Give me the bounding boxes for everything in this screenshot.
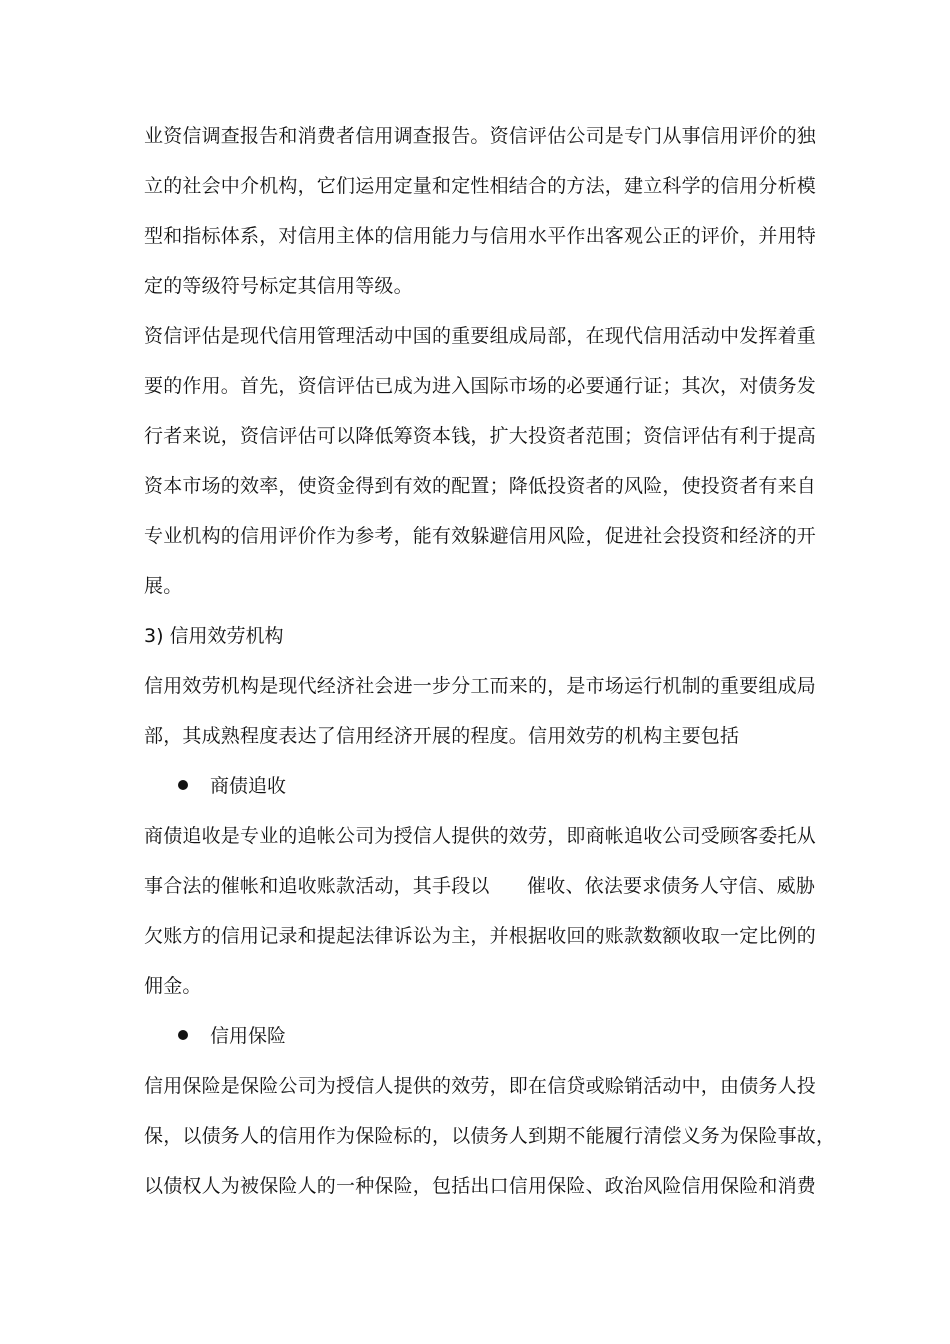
text-line: 保，以债务人的信用作为保险标的，以债务人到期不能履行清偿义务为保险事故， <box>144 1125 836 1147</box>
text-line: 立的社会中介机构，它们运用定量和定性相结合的方法，建立科学的信用分析模 <box>144 175 817 197</box>
bullet-icon <box>178 1030 188 1040</box>
bullet-label: 信用保险 <box>210 1025 287 1047</box>
paragraph-credit-service-agencies <box>144 661 817 761</box>
text-line: 商债追收是专业的追帐公司为授信人提供的效劳，即商帐追收公司受顾客委托从 <box>144 825 817 847</box>
paragraph-credit-agencies <box>144 111 817 311</box>
paragraph-credit-insurance <box>144 1061 836 1211</box>
bullet-label: 商债追收 <box>210 775 287 797</box>
text-line: 欠账方的信用记录和提起法律诉讼为主，并根据收回的账款数额收取一定比例的 <box>144 925 817 947</box>
text-line: 信用保险是保险公司为授信人提供的效劳，即在信贷或赊销活动中，由债务人投 <box>144 1075 817 1097</box>
text-line: 事合法的催帐和追收账款活动，其手段以 催收、依法要求债务人守信、威胁 <box>144 875 816 897</box>
text-line: 业资信调查报告和消费者信用调查报告。资信评估公司是专门从事信用评价的独 <box>144 125 817 147</box>
bullet-icon <box>178 780 188 790</box>
bullet-item-credit-insurance <box>144 1011 812 1061</box>
text-line: 定的等级符号标定其信用等级。 <box>144 275 413 297</box>
text-line: 资本市场的效率，使资金得到有效的配置；降低投资者的风险，使投资者有来自 <box>144 475 817 497</box>
text-line: 资信评估是现代信用管理活动中国的重要组成局部，在现代信用活动中发挥着重 <box>144 325 817 347</box>
text-line: 以债权人为被保险人的一种保险，包括出口信用保险、政治风险信用保险和消费 <box>144 1175 817 1197</box>
section-heading: 3) 信用效劳机构 <box>144 625 284 647</box>
text-line: 型和指标体系，对信用主体的信用能力与信用水平作出客观公正的评价，并用特 <box>144 225 817 247</box>
document-page <box>144 111 836 1211</box>
text-line: 佣金。 <box>144 975 202 997</box>
paragraph-credit-rating-role <box>144 311 817 611</box>
paragraph-debt-collection <box>144 811 817 1011</box>
text-line: 行者来说，资信评估可以降低筹资本钱，扩大投资者范围；资信评估有利于提高 <box>144 425 817 447</box>
text-line: 展。 <box>144 575 183 597</box>
text-line: 专业机构的信用评价作为参考，能有效躲避信用风险，促进社会投资和经济的开 <box>144 525 817 547</box>
bullet-item-debt-collection <box>144 761 812 811</box>
text-line: 信用效劳机构是现代经济社会进一步分工而来的，是市场运行机制的重要组成局 <box>144 675 817 697</box>
text-line: 要的作用。首先，资信评估已成为进入国际市场的必要通行证；其次，对债务发 <box>144 375 817 397</box>
text-line: 部，其成熟程度表达了信用经济开展的程度。信用效劳的机构主要包括 <box>144 725 740 747</box>
